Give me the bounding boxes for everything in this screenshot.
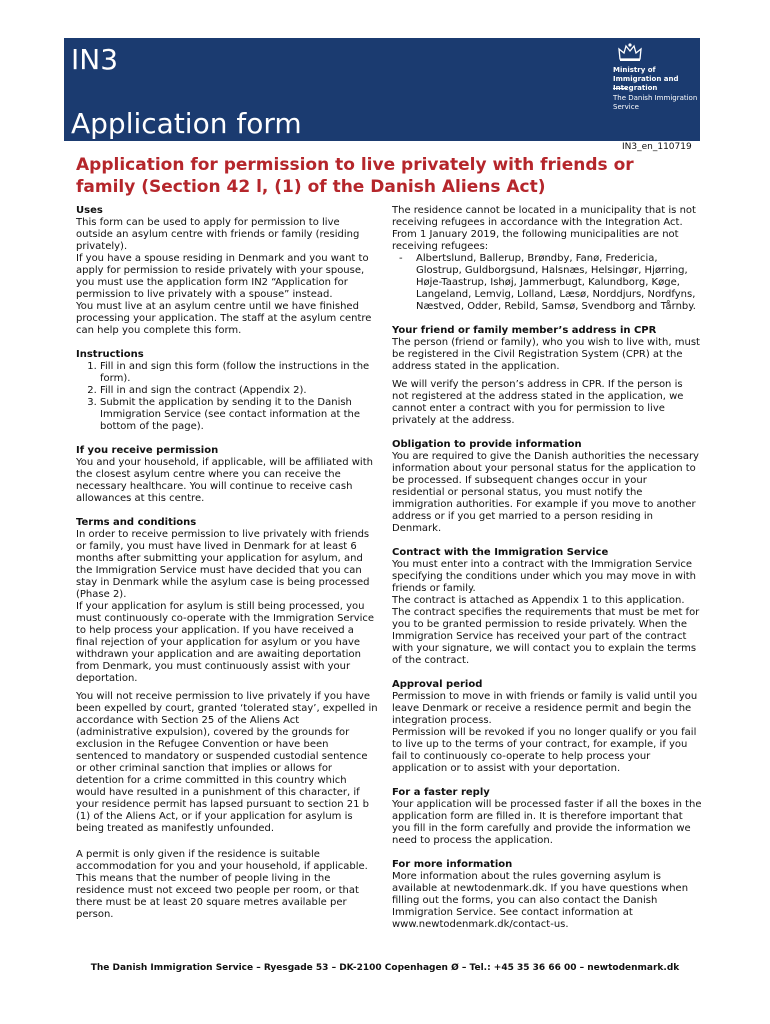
- uses-section: [76, 205, 378, 337]
- approval-paragraph: Permission will be revoked if you no longer qualify or you fail to live up to the terms of your contract, for example, if you fail to continuously co-operate to help process your application or to assist with your deportation.: [392, 727, 697, 774]
- contract-heading: Contract with the Immigration Service: [392, 547, 609, 558]
- terms-paragraph: A permit is only given if the residence is suitable accommodation for you and your household, if applicable. This means that the number of people living in the residence must not exceed two people per room, or that there must be at least 20 square metres available per person.: [76, 849, 368, 920]
- contract-section: [392, 547, 702, 667]
- crown-icon: [617, 42, 643, 62]
- terms-heading: Terms and conditions: [76, 517, 197, 528]
- cpr-section: [392, 325, 702, 427]
- instructions-section: [76, 349, 378, 433]
- approval-section: [392, 679, 702, 775]
- form-title: Application form: [71, 107, 302, 140]
- terms-paragraph: In order to receive permission to live privately with friends or family, you must have lived in Denmark for at least 6 months after submitting your application for asylum, and the Immigration Service must have decided that you can stay in Denmark while the asylum case is being processed (Phase 2).: [76, 529, 370, 600]
- terms-section: [76, 517, 378, 921]
- more-info-heading: For more information: [392, 859, 513, 870]
- more-info-paragraph: More information about the rules governing asylum is available at newtodenmark.dk. If you have questions when filling out the forms, you can also contact the Danish Immigration Service. See contact information at www.newtodenmark.dk/contact-us.: [392, 871, 689, 930]
- uses-paragraph: This form can be used to apply for permission to live outside an asylum centre with friends or family (residing privately).: [76, 217, 360, 252]
- contract-paragraph: The contract is attached as Appendix 1 to this application. The contract specifies the requirements that must be met for you to be granted permission to reside privately. When the Immigration Service has received your part of the contract with your signature, we will contact you to explain the terms of the contract.: [392, 595, 700, 666]
- receive-paragraph: You and your household, if applicable, will be affiliated with the closest asylum centre where you can receive the necessary healthcare. You will continue to receive cash allowances at this centre.: [76, 457, 373, 504]
- residence-paragraph: The residence cannot be located in a municipality that is not receiving refugees in accordance with the Integration Act. From 1 January 2019, the following municipalities are not receiving refugees:: [392, 205, 696, 252]
- left-column: [76, 205, 378, 933]
- faster-section: [392, 787, 702, 847]
- contract-paragraph: You must enter into a contract with the Immigration Service specifying the conditions under which you may move in with friends or family.: [392, 559, 697, 594]
- uses-paragraph: If you have a spouse residing in Denmark and you want to apply for permission to reside privately with your spouse, you must use the application form IN2 “Application for permission to live privately with a spouse” instead.: [76, 253, 369, 300]
- faster-heading: For a faster reply: [392, 787, 490, 798]
- receive-section: [76, 445, 378, 505]
- header-banner: [64, 38, 700, 141]
- form-code: IN3: [71, 43, 119, 76]
- instructions-list: [76, 361, 378, 433]
- approval-heading: Approval period: [392, 679, 483, 690]
- approval-paragraph: Permission to move in with friends or family is valid until you leave Denmark or receive a residence permit and begin the integration process.: [392, 691, 698, 726]
- cpr-paragraph: The person (friend or family), who you wish to live with, must be registered in the Civil Registration System (CPR) at the address stated in the application.: [392, 337, 700, 372]
- obligation-section: [392, 439, 702, 535]
- municipalities-list: [392, 253, 702, 313]
- right-column: [392, 205, 702, 943]
- list-item: 1. Fill in and sign this form (follow the instructions in the form).: [100, 361, 378, 385]
- uses-paragraph: You must live at an asylum centre until we have finished processing your application. The staff at the asylum centre can help you complete this form.: [76, 301, 372, 336]
- obligation-paragraph: You are required to give the Danish authorities the necessary information about your personal status for the application to be processed. If subsequent changes occur in your residential or personal status, you must notify the immigration authorities. For example if you move to another address or if you get married to a person residing in Denmark.: [392, 451, 699, 534]
- list-item: 3. Submit the application by sending it to the Danish Immigration Service (see contact information at the bottom of the page).: [100, 397, 378, 433]
- list-item: - Albertslund, Ballerup, Brøndby, Fanø, Fredericia, Glostrup, Guldborgsund, Halsnæs, Helsingør, Hjørring, Høje-Taastrup, Ishøj, Jammerbugt, Kalundborg, Køge, Langeland, Lemvig, Lolland, Læsø, Norddjurs, Nordfyns, Næstved, Odder, Rebild, Samsø, Svendborg and Tårnby.: [416, 253, 702, 313]
- footer-contact: The Danish Immigration Service – Ryesgade 53 – DK-2100 Copenhagen Ø – Tel.: +45 35 36 66 00 – newtodenmark.dk: [90, 963, 680, 973]
- logo-service-text: The Danish Immigration Service: [613, 94, 698, 111]
- cpr-heading: Your friend or family member’s address in CPR: [392, 325, 657, 336]
- terms-paragraph: You will not receive permission to live privately if you have been expelled by court, granted ‘tolerated stay’, expelled in accordance with Section 25 of the Aliens Act (administrative expulsion), covered by the grounds for exclusion in the Refugee Convention or have been sentenced to mandatory or suspended custodial sentence or other criminal sanction that implies or allows for detention for a crime committed in this country which would have resulted in a punishment of this character, if your residence permit has lapsed pursuant to section 21 b (1) of the Aliens Act, or if your application for asylum is being treated as manifestly unfounded.: [76, 691, 378, 834]
- cpr-paragraph: We will verify the person’s address in CPR. If the person is not registered at the address stated in the application, we cannot enter a contract with you for permission to live privately at the address.: [392, 379, 684, 426]
- ministry-logo: [613, 42, 697, 134]
- uses-heading: Uses: [76, 205, 103, 216]
- more-info-section: [392, 859, 702, 931]
- form-reference: IN3_en_110719: [622, 142, 692, 152]
- terms-paragraph: If your application for asylum is still being processed, you must continuously co-operate with the Immigration Service to help process your application. If you have received a final rejection of your application for asylum or you have withdrawn your application and are awaiting deportation from Denmark, you must continuously assist with your deportation.: [76, 601, 375, 684]
- residence-section: [392, 205, 702, 313]
- page-title: Application for permission to live privately with friends or family (Section 42 l, (1) of the Danish Aliens Act): [76, 155, 634, 197]
- logo-ministry-text: Ministry of Immigration and Integration: [613, 66, 679, 92]
- instructions-heading: Instructions: [76, 349, 144, 360]
- receive-heading: If you receive permission: [76, 445, 219, 456]
- logo-divider: [613, 88, 627, 89]
- faster-paragraph: Your application will be processed faster if all the boxes in the application form are filled in. It is therefore important that you fill in the form carefully and provide the information we need to process the application.: [392, 799, 702, 846]
- list-item: 2. Fill in and sign the contract (Appendix 2).: [100, 385, 378, 397]
- obligation-heading: Obligation to provide information: [392, 439, 582, 450]
